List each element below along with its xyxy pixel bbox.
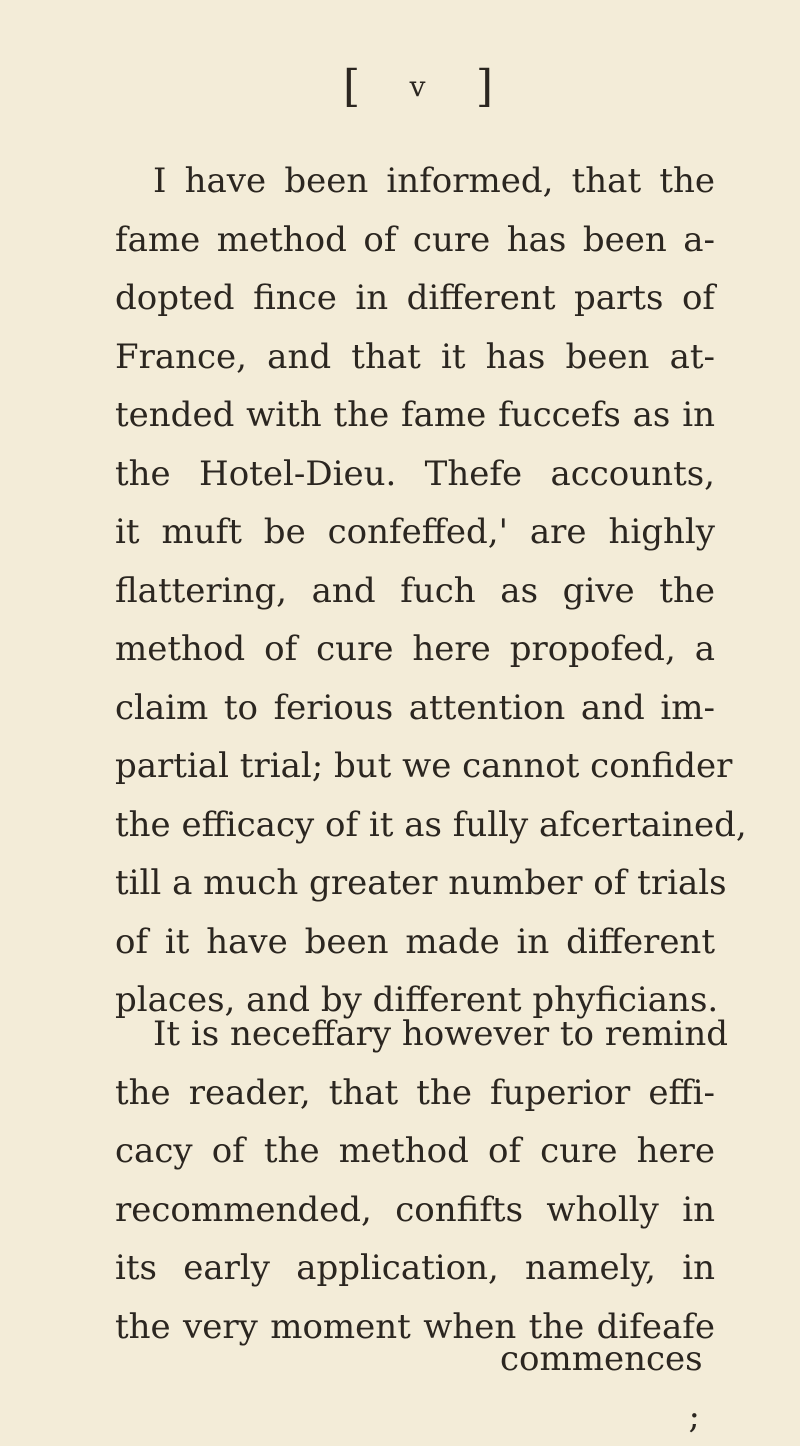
text-line: fame method of cure has been a- — [115, 219, 715, 260]
page-number-open-bracket: [ — [343, 61, 361, 112]
text-line: tended with the fame fuccefs as in — [115, 395, 715, 435]
text-line: till a much greater number of trials — [115, 863, 727, 903]
catchword: commences ; — [500, 1339, 703, 1437]
text-line: the very moment when the difeafe — [115, 1306, 715, 1347]
text-line: claim to ferious attention and im- — [115, 687, 715, 728]
text-line: it muft be confeffed,' are highly — [115, 512, 715, 552]
page-number-close-bracket: ] — [475, 61, 493, 112]
text-line: cacy of the method of cure here — [115, 1131, 715, 1171]
text-line: the efficacy of it as fully afcertained, — [115, 804, 747, 845]
text-line: the reader, that the fuperior effi- — [115, 1072, 715, 1113]
text-line: places, and by different phyficians. — [115, 980, 719, 1020]
text-line: of it have been made in different — [115, 921, 715, 962]
paragraph-1 — [115, 152, 747, 1030]
text-line: the Hotel-Dieu. Thefe accounts, — [115, 453, 715, 494]
page-number-numeral: v — [409, 70, 427, 103]
text-line: I have been informed, that the — [153, 161, 715, 201]
paragraph-2 — [115, 1005, 728, 1356]
text-line: dopted fince in different parts of — [115, 278, 715, 318]
page-number — [343, 62, 493, 112]
text-line: It is neceffary however to remind — [153, 1014, 728, 1054]
text-line: its early application, namely, in — [115, 1248, 715, 1288]
text-line: method of cure here propofed, a — [115, 629, 715, 669]
text-line: flattering, and fuch as give the — [115, 570, 715, 611]
text-line: partial trial; but we cannot confider — [115, 746, 733, 786]
text-line: France, and that it has been at- — [115, 336, 715, 377]
text-line: recommended, confifts wholly in — [115, 1189, 715, 1230]
